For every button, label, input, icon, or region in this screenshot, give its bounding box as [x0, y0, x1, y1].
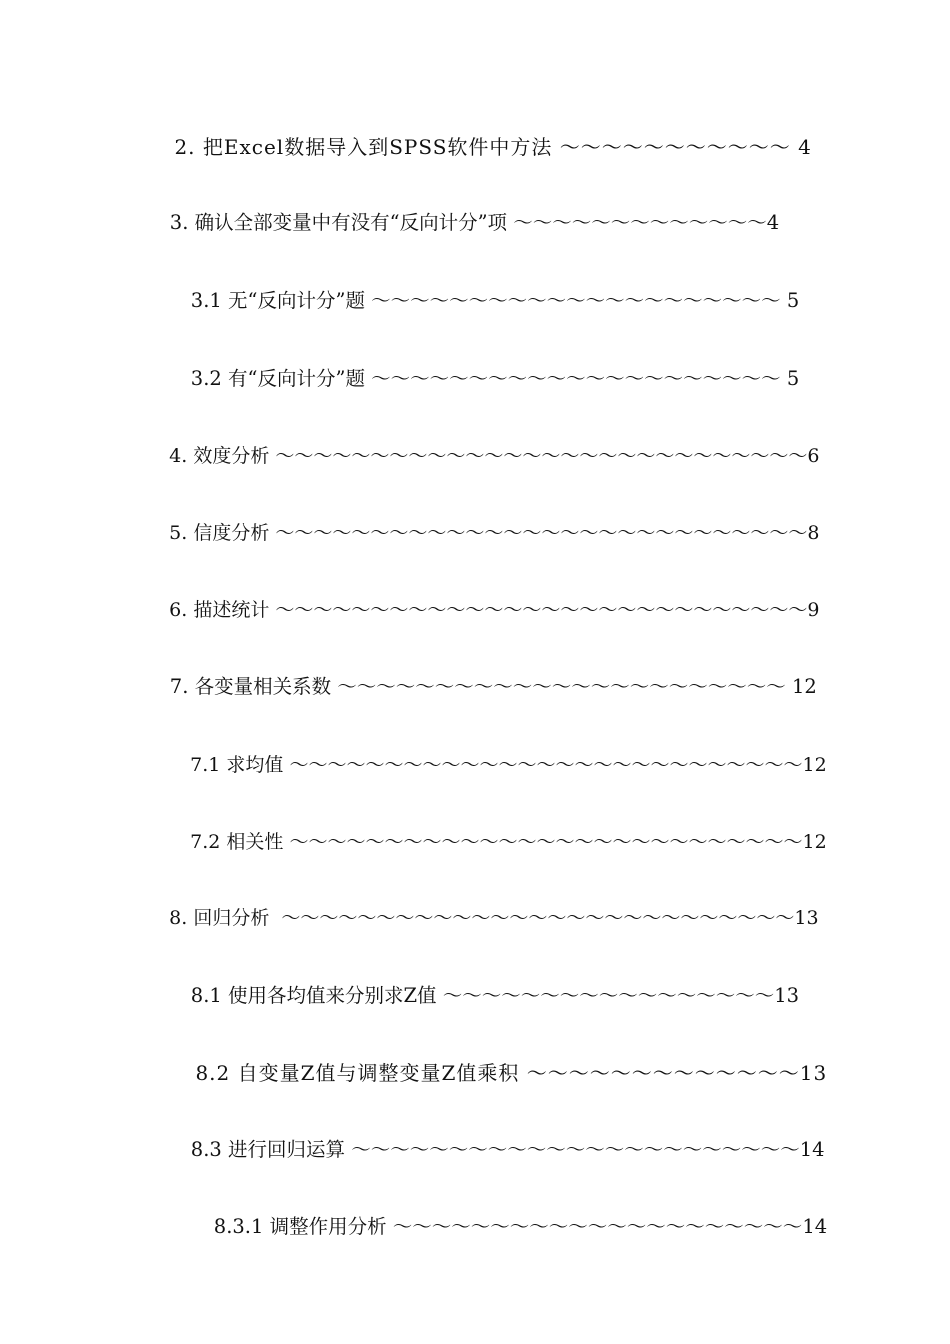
- toc-entry-page: 12: [802, 831, 827, 853]
- toc-entry-6[interactable]: [145, 574, 819, 646]
- toc-entry-label: 3.1 无“反向计分”题 ～～～～～～～～～～～～～～～～～～～～～: [190, 289, 787, 312]
- toc-entry-label: 7.1 求均值 ～～～～～～～～～～～～～～～～～～～～～～～～～～～: [190, 754, 803, 776]
- toc-entry-3-2[interactable]: [166, 343, 799, 415]
- toc-entry-7-1[interactable]: [166, 729, 827, 801]
- toc-entry-label: 7. 各变量相关系数 ～～～～～～～～～～～～～～～～～～～～～～～: [169, 675, 792, 698]
- toc-entry-7-2[interactable]: [166, 806, 827, 878]
- toc-entry-label: 8.1 使用各均值来分别求Z值 ～～～～～～～～～～～～～～～～～: [190, 984, 775, 1007]
- toc-entry-3-1[interactable]: [166, 265, 799, 337]
- toc-entry-3[interactable]: [145, 187, 779, 259]
- toc-entry-2[interactable]: [145, 111, 812, 183]
- toc-entry-label: 6. 描述统计 ～～～～～～～～～～～～～～～～～～～～～～～～～～～～: [169, 599, 808, 621]
- toc-entry-label: 2. 把Excel数据导入到SPSS软件中方法 ～～～～～～～～～～～: [174, 135, 799, 159]
- toc-entry-8-3[interactable]: [166, 1114, 825, 1186]
- toc-entry-page: 9: [807, 599, 820, 621]
- toc-entry-label: 3.2 有“反向计分”题 ～～～～～～～～～～～～～～～～～～～～～: [190, 367, 787, 390]
- toc-entry-page: 13: [794, 907, 819, 929]
- toc-entry-5[interactable]: [145, 497, 819, 569]
- toc-entry-label: 5. 信度分析 ～～～～～～～～～～～～～～～～～～～～～～～～～～～～: [169, 522, 808, 544]
- toc-entry-page: 6: [807, 445, 820, 467]
- toc-entry-label: 4. 效度分析 ～～～～～～～～～～～～～～～～～～～～～～～～～～～～: [169, 445, 808, 467]
- toc-entry-page: 13: [799, 1061, 828, 1085]
- toc-entry-page: 13: [774, 984, 800, 1007]
- toc-entry-page: 5: [786, 289, 800, 312]
- toc-entry-page: 14: [799, 1138, 825, 1161]
- toc-entry-page: 4: [798, 135, 812, 159]
- toc-entry-page: 14: [802, 1215, 828, 1238]
- toc-entry-label: 8. 回归分析 ～～～～～～～～～～～～～～～～～～～～～～～～～～～: [169, 907, 795, 929]
- toc-entry-label: 8.3 进行回归运算 ～～～～～～～～～～～～～～～～～～～～～～～: [190, 1138, 800, 1161]
- toc-entry-page: 5: [786, 367, 800, 390]
- toc-entry-8-1[interactable]: [166, 960, 799, 1032]
- toc-entry-label: 3. 确认全部变量中有没有“反向计分”项 ～～～～～～～～～～～～～: [169, 211, 767, 234]
- toc-entry-8-3-1[interactable]: [189, 1191, 827, 1263]
- toc-entry-label: 8.2 自变量Z值与调整变量Z值乘积 ～～～～～～～～～～～～～: [195, 1061, 800, 1085]
- toc-entry-label: 7.2 相关性 ～～～～～～～～～～～～～～～～～～～～～～～～～～～: [190, 831, 803, 853]
- toc-entry-label: 8.3.1 调整作用分析 ～～～～～～～～～～～～～～～～～～～～～: [213, 1215, 803, 1238]
- toc-entry-page: 4: [766, 211, 780, 234]
- toc-entry-page: 8: [807, 522, 820, 544]
- toc-entry-page: 12: [792, 675, 817, 698]
- toc-entry-8[interactable]: [145, 882, 819, 954]
- toc-entry-page: 12: [802, 754, 827, 776]
- toc-entry-4[interactable]: [145, 420, 819, 492]
- toc-entry-8-2[interactable]: [166, 1037, 827, 1109]
- toc-entry-7[interactable]: [145, 651, 817, 723]
